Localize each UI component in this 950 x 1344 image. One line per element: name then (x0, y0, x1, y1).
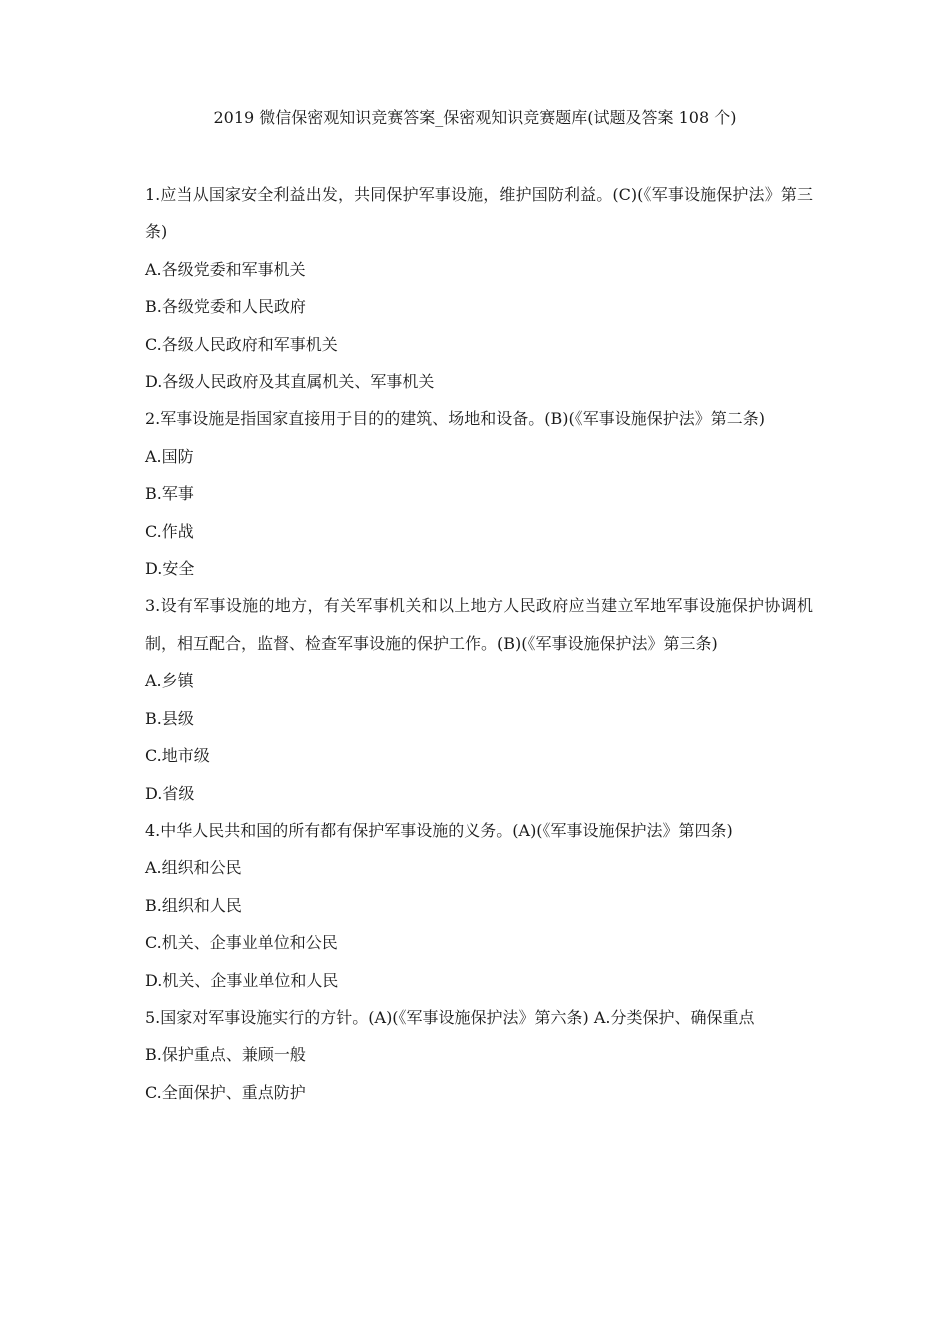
question-3-option-c: C.地市级 (145, 746, 210, 766)
question-3-option-d: D.省级 (145, 783, 195, 803)
document-body (145, 176, 813, 1111)
question-1-option-d: D.各级人民政府及其直属机关、军事机关 (145, 372, 435, 392)
question-2-option-d: D.安全 (145, 559, 195, 579)
question-4-option-c: C.机关、企事业单位和公民 (145, 933, 338, 953)
question-1-option-c: C.各级人民政府和军事机关 (145, 334, 338, 354)
question-2-option-c: C.作战 (145, 521, 194, 541)
question-5: 5.国家对军事设施实行的方针。(A)(《军事设施保护法》第六条) A.分类保护、确保重点 (145, 1007, 755, 1027)
question-4-option-d: D.机关、企事业单位和人民 (145, 970, 339, 990)
document-title: 2019 微信保密观知识竞赛答案_保密观知识竞赛题库(试题及答案 108 个) (213, 108, 737, 127)
question-1: 1.应当从国家安全利益出发，共同保护军事设施，维护国防利益。(C)(《军事设施保护法》第三条) (145, 185, 813, 242)
question-3: 3.设有军事设施的地方，有关军事机关和以上地方人民政府应当建立军地军事设施保护协调机制，相互配合，监督、检查军事设施的保护工作。(B)(《军事设施保护法》第三条) (145, 596, 813, 653)
question-2-option-b: B.军事 (145, 484, 194, 504)
question-4: 4.中华人民共和国的所有都有保护军事设施的义务。(A)(《军事设施保护法》第四条) (145, 820, 733, 840)
question-3-option-b: B.县级 (145, 708, 194, 728)
question-5-option-b: B.保护重点、兼顾一般 (145, 1045, 306, 1065)
question-1-option-a: A.各级党委和军事机关 (145, 259, 306, 279)
question-4-option-a: A.组织和公民 (145, 858, 242, 878)
question-2-option-a: A.国防 (145, 446, 194, 466)
question-1-option-b: B.各级党委和人民政府 (145, 297, 306, 317)
question-2: 2.军事设施是指国家直接用于目的的建筑、场地和设备。(B)(《军事设施保护法》第二条) (145, 409, 765, 429)
question-4-option-b: B.组织和人民 (145, 895, 242, 915)
question-5-option-c: C.全面保护、重点防护 (145, 1082, 306, 1102)
question-3-option-a: A.乡镇 (145, 671, 194, 691)
